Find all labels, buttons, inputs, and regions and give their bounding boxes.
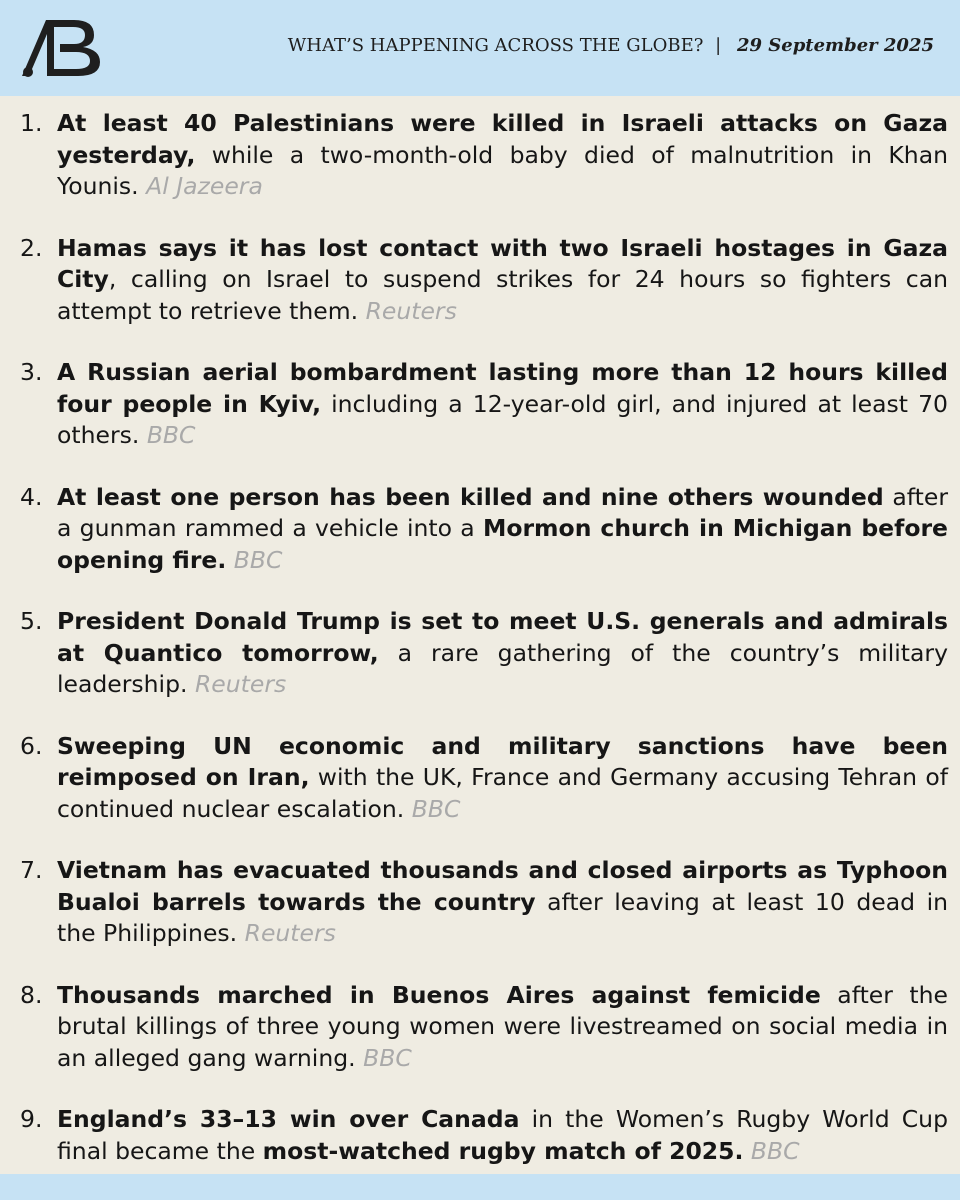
headline-text: Sweeping UN economic and military sanctions have been reimposed on Iran, [57, 731, 948, 791]
item-text [57, 606, 948, 701]
body-text: after leaving at least 10 dead in the Philippines. [57, 887, 949, 947]
source-label: Reuters [194, 670, 287, 698]
source-label: Reuters [244, 919, 336, 947]
footer-bar [0, 1174, 960, 1200]
item-text [57, 980, 948, 1075]
header-date: 29 September 2025 [736, 35, 934, 56]
item-text [57, 731, 948, 826]
source-label: BBC [411, 794, 461, 823]
headline-text: Vietnam has evacuated thousands and closed airports as Typhoon Bualoi barrels towards the country [57, 856, 948, 916]
body-text: after the brutal killings of three young women were livestreamed on social media in an alleged gang warning. [57, 980, 948, 1072]
body-text: , calling on Israel to suspend strikes for 24 hours so fighters can attempt to retrieve them. [57, 265, 948, 325]
headline-text: At least 40 Palestinians were killed in Israeli attacks on Gaza yesterday, [57, 109, 948, 169]
news-item [20, 606, 948, 701]
item-text [57, 855, 948, 950]
item-number: 9. [20, 1105, 43, 1133]
news-item [20, 855, 948, 950]
headline-text: most-watched rugby match of 2025. [262, 1136, 744, 1165]
header-bar [0, 0, 960, 96]
body-text: after a gunman rammed a vehicle into a [57, 482, 948, 542]
news-item [20, 233, 948, 328]
source-label: Reuters [365, 296, 457, 325]
body-text: a rare gathering of the country’s military leadership. [57, 638, 948, 698]
source-label: BBC [233, 545, 283, 574]
body-text: in the Women’s Rugby World Cup final became the [57, 1105, 948, 1165]
header-title: WHAT’S HAPPENING ACROSS THE GLOBE? [287, 35, 704, 56]
headline-text: At least one person has been killed and nine others wounded [57, 482, 884, 511]
headline-text: Hamas says it has lost contact with two Israeli hostages in Gaza City [57, 233, 948, 293]
headline-text: Thousands marched in Buenos Aires against femicide [57, 980, 821, 1009]
item-text [57, 357, 948, 452]
item-number: 7. [20, 856, 43, 884]
header-separator: | [715, 35, 722, 56]
item-number: 1. [20, 109, 43, 137]
source-label: Al Jazeera [146, 172, 263, 200]
body-text: with the UK, France and Germany accusing Tehran of continued nuclear escalation. [57, 763, 949, 823]
item-number: 3. [20, 358, 43, 386]
item-number: 8. [20, 980, 43, 1009]
source-label: BBC [750, 1136, 800, 1165]
headline-text: Mormon church in Michigan before opening fire. [57, 514, 948, 574]
item-number: 2. [20, 233, 43, 262]
item-number: 5. [20, 607, 43, 635]
header-title-line [288, 35, 934, 56]
item-number: 6. [20, 731, 43, 760]
news-item [20, 482, 948, 577]
news-list [20, 108, 948, 1197]
item-text [57, 108, 948, 203]
headline-text: England’s 33–13 win over Canada [57, 1105, 520, 1133]
headline-text: President Donald Trump is set to meet U.S. generals and admirals at Quantico tomorrow, [57, 607, 948, 667]
news-item [20, 1104, 948, 1167]
news-item [20, 980, 948, 1075]
source-label: BBC [146, 421, 196, 449]
body-text: including a 12-year-old girl, and injured at least 70 others. [57, 389, 948, 449]
item-text [57, 482, 948, 577]
item-text [57, 233, 948, 328]
news-item [20, 357, 948, 452]
item-text [57, 1104, 948, 1167]
news-item [20, 731, 948, 826]
item-number: 4. [20, 482, 43, 511]
body-text: while a two-month-old baby died of malnutrition in Khan Younis. [57, 140, 948, 200]
news-item [20, 108, 948, 203]
headline-text: A Russian aerial bombardment lasting more than 12 hours killed four people in Kyiv, [57, 358, 948, 418]
source-label: BBC [363, 1043, 412, 1072]
brand-logo [20, 14, 104, 80]
